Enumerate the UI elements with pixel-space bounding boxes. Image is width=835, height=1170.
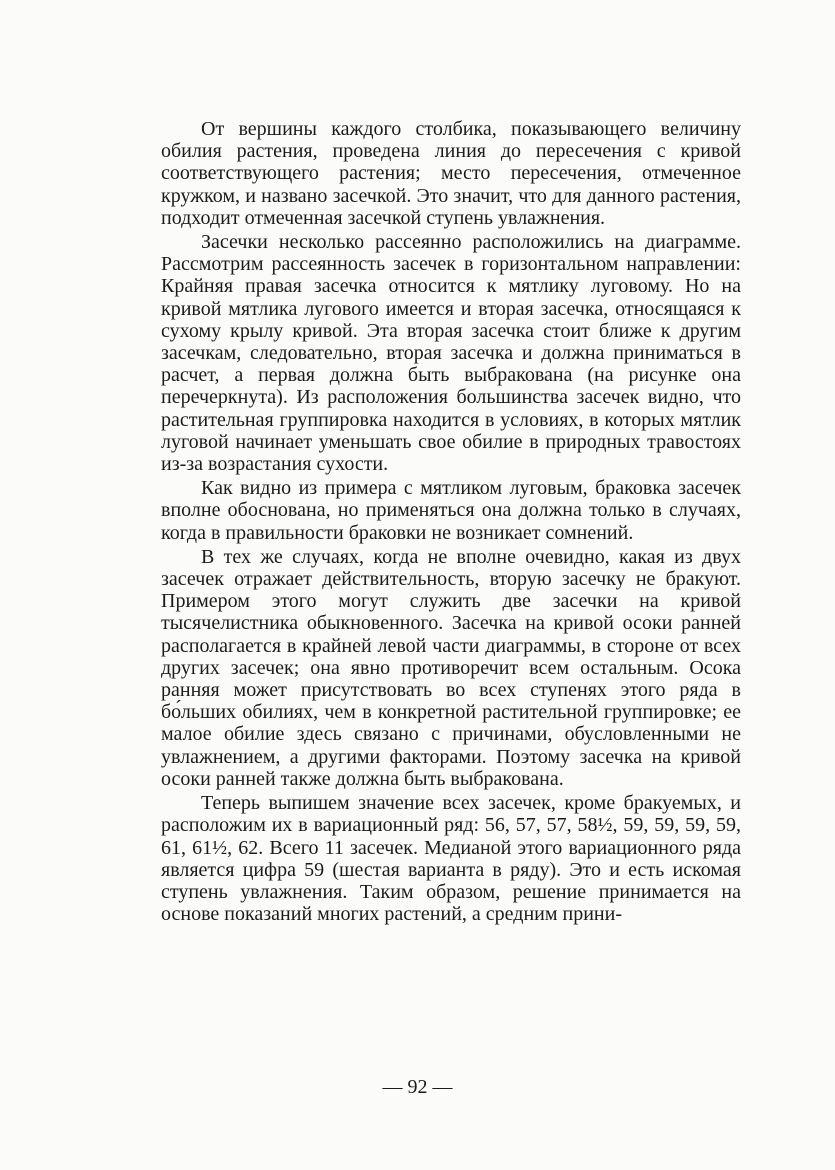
paragraph-1: От вершины каждого столбика, показывающего величину обилия растения, проведена линия до пересечения с кривой соответствующего растения; место пересечения, отмеченное кружком, и названо засечкой. Это значит, что для данного растения, подходит отмеченная засечкой ступень увлажнения. (161, 118, 741, 229)
body-text (161, 118, 741, 927)
paragraph-2: Засечки несколько рассеянно расположились на диаграмме. Рассмотрим рассеянность засечек в горизонтальном направлении: Крайняя правая засечка относится к мятлику луговому. Но на кривой мятлика лугового имеется и вторая засечка, относящаяся к сухому крылу кривой. Эта вторая засечка стоит ближе к другим засечкам, следовательно, вторая засечка и должна приниматься в расчет, а первая должна быть выбракована (на рисунке она перечеркнута). Из расположения большинства засечек видно, что растительная группировка находится в условиях, в которых мятлик луговой начинает уменьшать свое обилие в природных травостоях из-за возрастания сухости. (161, 231, 741, 476)
paragraph-3: Как видно из примера с мятликом луговым, браковка засечек вполне обоснована, но применяться она должна только в случаях, когда в правильности браковки не возникает сомнений. (161, 477, 741, 544)
page-number: — 92 — (382, 1076, 453, 1098)
paragraph-4: В тех же случаях, когда не вполне очевидно, какая из двух засечек отражает действительность, вторую засечку не бракуют. Примером этого могут служить две засечки на кривой тысячелистника обыкновенного. Засечка на кривой осоки ранней располагается в крайней левой части диаграммы, в стороне от всех других засечек; она явно противоречит всем остальным. Осока ранняя может присутствовать во всех ступенях этого ряда в бо́льших обилиях, чем в конкретной растительной группировке; ее малое обилие здесь связано с причинами, обусловленными не увлажнением, а другими факторами. Поэтому засечка на кривой осоки ранней также должна быть выбракована. (161, 545, 741, 790)
paragraph-5: Теперь выпишем значение всех засечек, кроме бракуемых, и расположим их в вариационный ряд: 56, 57, 57, 58½, 59, 59, 59, 59, 61, 61½, 62. Всего 11 засечек. Медианой этого вариационного ряда является цифра 59 (шестая варианта в ряду). Это и есть искомая ступень увлажнения. Таким образом, решение принимается на основе показаний многих растений, а средним прини- (161, 792, 741, 926)
